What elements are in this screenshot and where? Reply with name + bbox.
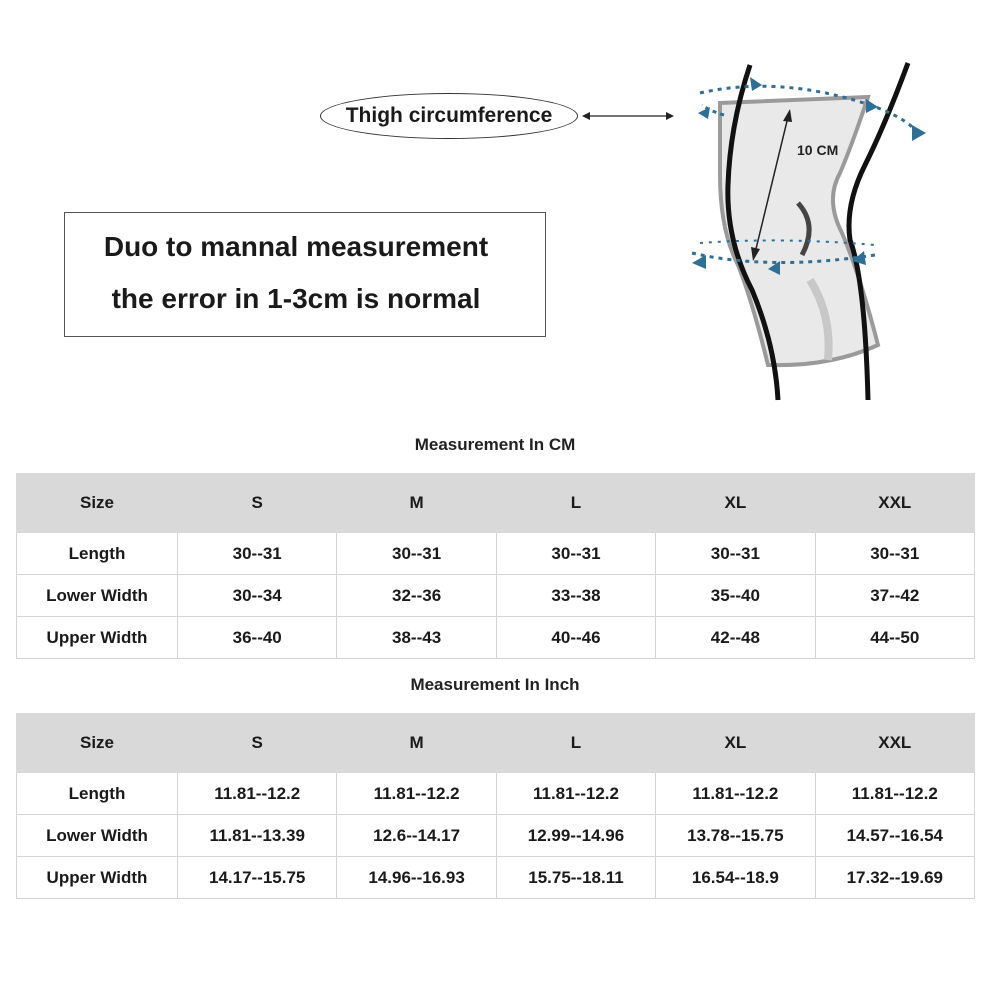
table-cell: 35--40 [656, 575, 815, 617]
table-cell: 30--31 [815, 533, 974, 575]
table-cell: 11.81--12.2 [178, 773, 337, 815]
table-cell: 17.32--19.69 [815, 857, 974, 899]
table-cell: 12.99--14.96 [496, 815, 655, 857]
table-cell: 14.96--16.93 [337, 857, 496, 899]
table-cell: 11.81--12.2 [496, 773, 655, 815]
arrow-head-icon [912, 125, 926, 141]
header-cell: XL [656, 474, 815, 533]
table-cell: 11.81--13.39 [178, 815, 337, 857]
table-cell: 13.78--15.75 [656, 815, 815, 857]
table-cell: 38--43 [337, 617, 496, 659]
header-cell: XXL [815, 714, 974, 773]
knee-sleeve-shape [720, 97, 878, 365]
table-cell: 16.54--18.9 [656, 857, 815, 899]
table-cell: 12.6--14.17 [337, 815, 496, 857]
measurement-note [64, 212, 546, 337]
table-row [17, 857, 975, 899]
inch-table-title: Measurement In Inch [410, 675, 580, 694]
header-cell: XL [656, 714, 815, 773]
row-label: Length [17, 773, 178, 815]
table-cell: 32--36 [337, 575, 496, 617]
table-cell: 37--42 [815, 575, 974, 617]
inch-size-table [16, 713, 975, 899]
cm-size-table [16, 473, 975, 659]
table-cell: 42--48 [656, 617, 815, 659]
table-cell: 30--34 [178, 575, 337, 617]
header-cell: M [337, 714, 496, 773]
header-cell: Size [17, 714, 178, 773]
row-label: Lower Width [17, 815, 178, 857]
arrow-head-icon [698, 107, 710, 119]
row-label: Upper Width [17, 617, 178, 659]
table-cell: 30--31 [496, 533, 655, 575]
table-cell: 11.81--12.2 [815, 773, 974, 815]
table-row [17, 617, 975, 659]
thigh-circumference-label [320, 93, 578, 139]
table-cell: 30--31 [178, 533, 337, 575]
knee-brace-illustration [680, 55, 940, 405]
table-cell: 11.81--12.2 [337, 773, 496, 815]
table-cell: 40--46 [496, 617, 655, 659]
arrow-head-icon [750, 77, 762, 91]
arrow-head-icon [866, 99, 878, 113]
thigh-circumference-text: Thigh circumference [345, 104, 553, 127]
arrow-head-icon [692, 255, 706, 269]
table-cell: 14.17--15.75 [178, 857, 337, 899]
header-cell: S [178, 714, 337, 773]
table-row [17, 773, 975, 815]
table-header-row [17, 714, 975, 773]
table-cell: 30--31 [656, 533, 815, 575]
table-cell: 14.57--16.54 [815, 815, 974, 857]
cm-table-title: Measurement In CM [414, 435, 576, 454]
header-cell: L [496, 474, 655, 533]
note-line-2: the error in 1-3cm is normal [111, 283, 481, 314]
table-cell: 11.81--12.2 [656, 773, 815, 815]
double-arrow-icon [580, 106, 676, 126]
table-cell: 33--38 [496, 575, 655, 617]
row-label: Lower Width [17, 575, 178, 617]
note-line-1: Duo to mannal measurement [103, 231, 489, 262]
table-row [17, 533, 975, 575]
table-cell: 36--40 [178, 617, 337, 659]
row-label: Upper Width [17, 857, 178, 899]
row-label: Length [17, 533, 178, 575]
table-row [17, 815, 975, 857]
table-cell: 44--50 [815, 617, 974, 659]
header-cell: XXL [815, 474, 974, 533]
table-cell: 30--31 [337, 533, 496, 575]
header-cell: M [337, 474, 496, 533]
table-row [17, 575, 975, 617]
header-cell: L [496, 714, 655, 773]
table-cell: 15.75--18.11 [496, 857, 655, 899]
length-label: 10 CM [797, 142, 839, 158]
header-cell: S [178, 474, 337, 533]
table-header-row [17, 474, 975, 533]
header-cell: Size [17, 474, 178, 533]
